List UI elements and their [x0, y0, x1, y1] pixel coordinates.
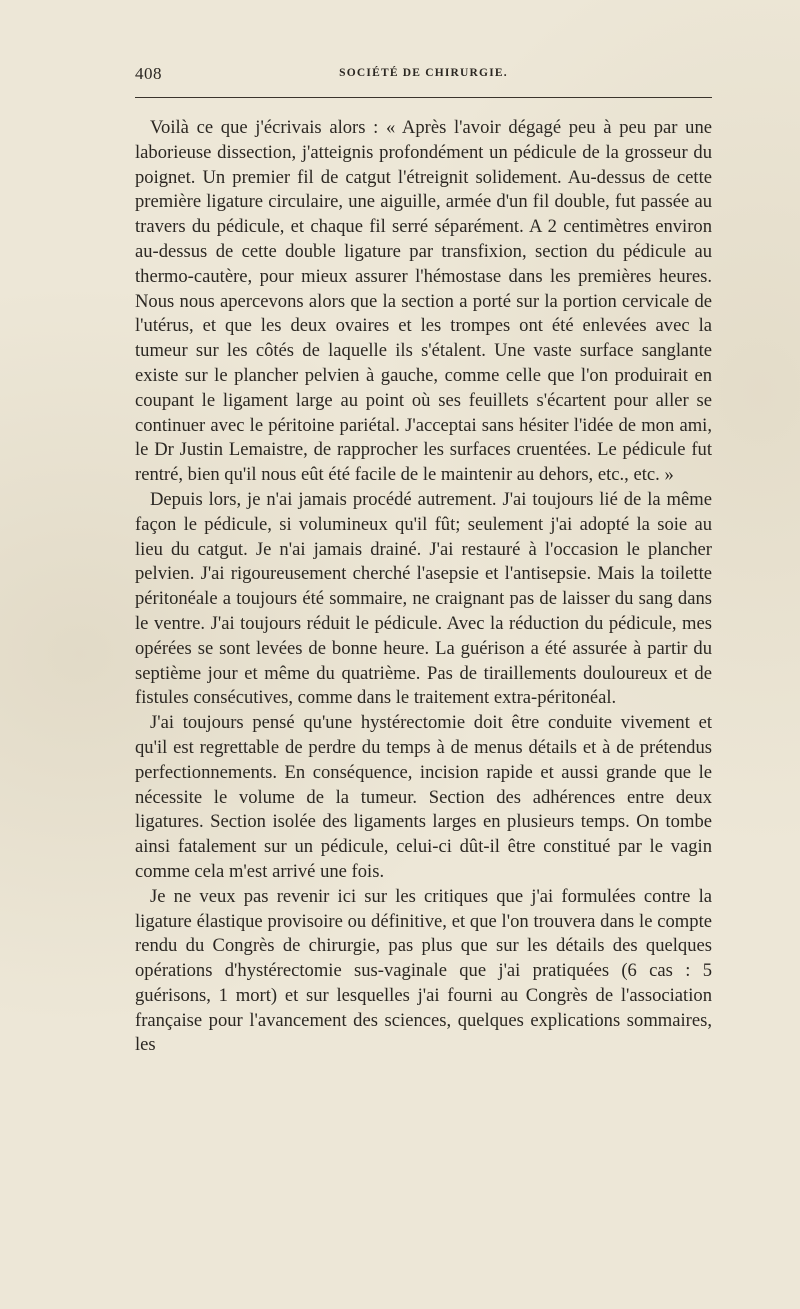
paragraph: Depuis lors, je n'ai jamais procédé autrement. J'ai toujours lié de la même façon le pédicule, si volumineux qu'il fût; seulement j'ai adopté la soie au lieu du catgut. Je n'ai jamais drainé. J'ai restauré à l'occasion le plancher pelvien. J'ai rigoureusement cherché l'asepsie et l'antisepsie. Mais la toilette péritonéale a toujours été sommaire, ne craignant pas de laisser du sang dans le ventre. J'ai toujours réduit le pédicule. Avec la réduction du pédicule, mes opérées se sont levées de bonne heure. La guérison a été assurée à partir du septième jour et même du quatrième. Pas de tiraillements douloureux et de fistules consécutives, comme dans le traitement extra-péritonéal.: [135, 488, 712, 709]
body-text: [135, 116, 712, 1058]
page-header: [135, 64, 712, 86]
paragraph: Je ne veux pas revenir ici sur les critiques que j'ai formulées contre la ligature élastique provisoire ou définitive, et que l'on trouvera dans le compte rendu du Congrès de chirurgie, pas plus que sur les détails des quelques opérations d'hystérectomie sus-vaginale que j'ai pratiquées (6 cas : 5 guérisons, 1 mort) et sur lesquelles j'ai fourni au Congrès de l'association française pour l'avancement des sciences, quelques explications sommaires, les: [135, 885, 712, 1056]
running-title: SOCIÉTÉ DE CHIRURGIE.: [339, 67, 508, 79]
page-number: 408: [135, 64, 162, 83]
header-rule: [135, 97, 712, 98]
paragraph: Voilà ce que j'écrivais alors : « Après l'avoir dégagé peu à peu par une laborieuse dissection, j'atteignis profondément un pédicule de la grosseur du poignet. Un premier fil de catgut l'étreignit solidement. Au-dessus de cette première ligature circulaire, une aiguille, armée d'un fil double, fut passée au travers du pédicule, et chaque fil serré séparément. A 2 centimètres environ au-dessus de cette double ligature par transfixion, section du pédicule au thermo-cautère, pour mieux assurer l'hémostase dans les premières heures. Nous nous apercevons alors que la section a porté sur la portion cervicale de l'utérus, et que les deux ovaires et les trompes ont été enlevées avec la tumeur sur les côtés de laquelle ils s'étalent. Une vaste surface sanglante existe sur le plancher pelvien à gauche, comme celle que l'on produirait en coupant le ligament large au point où ses feuillets s'écartent pour aller se continuer avec le péritoine pariétal. J'acceptai sans hésiter l'idée de mon ami, le Dr Justin Lemaistre, de rapprocher les surfaces cruentées. Le pédicule fut rentré, bien qu'il nous eût été facile de le maintenir au dehors, etc., etc. »: [135, 117, 712, 486]
paragraph: J'ai toujours pensé qu'une hystérectomie doit être conduite vivement et qu'il est regrettable de perdre du temps à de menus détails et à de prétendus perfectionnements. En conséquence, incision rapide et aussi grande que le nécessite le volume de la tumeur. Section des adhérences entre deux ligatures. Section isolée des ligaments larges en plusieurs temps. On tombe ainsi fatalement sur un pédicule, celui-ci dût-il être constitué par le vagin comme cela m'est arrivé une fois.: [135, 712, 712, 882]
